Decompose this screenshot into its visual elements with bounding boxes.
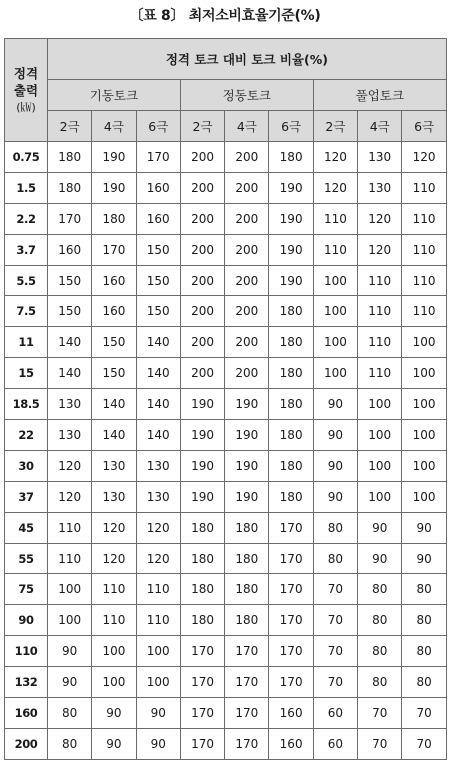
torque-ratio-cell: 110 [48,543,92,574]
torque-ratio-cell: 100 [402,358,446,389]
torque-ratio-cell: 80 [358,636,402,667]
torque-ratio-cell: 90 [92,698,136,729]
torque-ratio-cell: 120 [92,512,136,543]
torque-ratio-cell: 180 [269,420,313,451]
torque-ratio-cell: 200 [225,234,269,265]
torque-ratio-header: 정격 토크 대비 토크 비율(%) [48,39,447,80]
torque-ratio-cell: 100 [313,265,357,296]
torque-ratio-cell: 190 [269,265,313,296]
torque-ratio-cell: 180 [225,543,269,574]
torque-ratio-cell: 100 [48,574,92,605]
rated-output-cell: 90 [5,605,48,636]
torque-ratio-cell: 170 [269,667,313,698]
torque-ratio-cell: 180 [269,296,313,327]
torque-ratio-cell: 90 [313,481,357,512]
torque-ratio-cell: 180 [225,574,269,605]
torque-ratio-cell: 160 [269,728,313,759]
torque-ratio-cell: 200 [225,265,269,296]
torque-ratio-cell: 80 [402,636,446,667]
torque-ratio-cell: 100 [402,327,446,358]
torque-ratio-cell: 130 [92,450,136,481]
torque-ratio-cell: 180 [269,327,313,358]
torque-ratio-cell: 80 [48,728,92,759]
torque-ratio-cell: 110 [402,296,446,327]
torque-ratio-cell: 100 [358,420,402,451]
torque-ratio-cell: 140 [136,327,180,358]
torque-ratio-cell: 90 [92,728,136,759]
torque-ratio-cell: 190 [225,420,269,451]
torque-ratio-cell: 90 [48,667,92,698]
torque-ratio-cell: 170 [136,142,180,173]
torque-ratio-cell: 100 [402,450,446,481]
torque-ratio-cell: 100 [48,605,92,636]
torque-ratio-cell: 180 [180,605,224,636]
rated-output-cell: 55 [5,543,48,574]
torque-ratio-cell: 120 [136,543,180,574]
torque-ratio-cell: 70 [402,728,446,759]
torque-ratio-cell: 150 [136,234,180,265]
torque-ratio-cell: 180 [180,543,224,574]
torque-ratio-cell: 170 [225,667,269,698]
torque-ratio-cell: 180 [225,512,269,543]
torque-ratio-cell: 190 [269,203,313,234]
torque-ratio-cell: 100 [402,481,446,512]
torque-ratio-cell: 140 [48,327,92,358]
torque-ratio-cell: 120 [48,481,92,512]
torque-ratio-cell: 170 [180,636,224,667]
torque-ratio-cell: 90 [358,512,402,543]
torque-ratio-cell: 170 [180,667,224,698]
torque-ratio-cell: 90 [358,543,402,574]
rated-output-cell: 1.5 [5,172,48,203]
pole-header: 2극 [180,111,224,142]
torque-ratio-cell: 110 [92,605,136,636]
rated-output-cell: 7.5 [5,296,48,327]
torque-ratio-cell: 190 [180,481,224,512]
pole-header: 2극 [313,111,357,142]
table-row [5,512,447,543]
torque-ratio-cell: 150 [136,265,180,296]
torque-ratio-cell: 90 [48,636,92,667]
torque-ratio-cell: 60 [313,728,357,759]
torque-ratio-cell: 190 [225,389,269,420]
torque-ratio-cell: 180 [180,574,224,605]
rated-label: 정격 [13,65,39,81]
efficiency-standard-table [4,38,447,760]
torque-ratio-cell: 190 [269,172,313,203]
torque-ratio-cell: 100 [358,450,402,481]
torque-ratio-cell: 70 [313,667,357,698]
torque-ratio-cell: 120 [313,172,357,203]
torque-ratio-cell: 200 [180,172,224,203]
torque-ratio-cell: 180 [269,450,313,481]
torque-ratio-cell: 180 [48,172,92,203]
table-row [5,636,447,667]
pole-header: 4극 [225,111,269,142]
torque-ratio-cell: 80 [402,667,446,698]
torque-ratio-cell: 100 [402,420,446,451]
torque-ratio-cell: 150 [136,296,180,327]
torque-ratio-cell: 80 [402,605,446,636]
torque-ratio-cell: 190 [225,450,269,481]
torque-ratio-cell: 160 [92,265,136,296]
torque-ratio-cell: 170 [92,234,136,265]
torque-ratio-cell: 70 [358,698,402,729]
torque-ratio-cell: 80 [402,574,446,605]
torque-ratio-cell: 140 [48,358,92,389]
rated-output-cell: 75 [5,574,48,605]
torque-ratio-cell: 80 [313,543,357,574]
torque-ratio-cell: 180 [92,203,136,234]
torque-ratio-cell: 100 [402,389,446,420]
rated-output-cell: 160 [5,698,48,729]
torque-ratio-cell: 110 [313,234,357,265]
torque-ratio-cell: 200 [225,172,269,203]
rated-output-header [5,39,48,142]
torque-ratio-cell: 200 [225,296,269,327]
torque-ratio-cell: 130 [136,481,180,512]
torque-ratio-cell: 170 [269,605,313,636]
rated-output-cell: 37 [5,481,48,512]
table-row [5,389,447,420]
pole-header: 4극 [92,111,136,142]
torque-ratio-cell: 110 [402,265,446,296]
torque-ratio-cell: 80 [358,574,402,605]
torque-ratio-cell: 130 [48,420,92,451]
table-row [5,481,447,512]
torque-ratio-cell: 100 [313,327,357,358]
rated-output-cell: 18.5 [5,389,48,420]
torque-ratio-cell: 90 [313,389,357,420]
torque-ratio-cell: 110 [136,574,180,605]
torque-ratio-cell: 110 [48,512,92,543]
torque-ratio-cell: 180 [225,605,269,636]
torque-ratio-cell: 70 [313,605,357,636]
rated-output-cell: 110 [5,636,48,667]
torque-ratio-cell: 110 [402,203,446,234]
torque-ratio-cell: 70 [313,574,357,605]
torque-ratio-cell: 130 [358,172,402,203]
torque-ratio-cell: 190 [92,172,136,203]
torque-ratio-cell: 110 [358,327,402,358]
torque-ratio-cell: 90 [402,543,446,574]
torque-ratio-cell: 120 [92,543,136,574]
torque-ratio-cell: 90 [402,512,446,543]
torque-ratio-cell: 150 [48,265,92,296]
torque-ratio-cell: 170 [269,574,313,605]
torque-ratio-cell: 140 [136,389,180,420]
torque-ratio-cell: 130 [92,481,136,512]
torque-ratio-cell: 110 [402,234,446,265]
torque-ratio-cell: 110 [402,172,446,203]
torque-ratio-cell: 170 [225,636,269,667]
torque-ratio-cell: 100 [313,358,357,389]
pole-header: 6극 [402,111,446,142]
table-row [5,420,447,451]
torque-ratio-cell: 200 [180,203,224,234]
table-row [5,543,447,574]
torque-ratio-cell: 150 [92,327,136,358]
torque-ratio-cell: 90 [136,698,180,729]
table-row [5,605,447,636]
torque-ratio-cell: 200 [225,327,269,358]
torque-ratio-cell: 170 [269,512,313,543]
torque-ratio-cell: 120 [358,234,402,265]
table-row [5,358,447,389]
torque-ratio-cell: 70 [402,698,446,729]
torque-ratio-cell: 100 [358,481,402,512]
torque-ratio-cell: 120 [402,142,446,173]
table-row [5,698,447,729]
torque-ratio-cell: 100 [136,636,180,667]
rated-output-cell: 3.7 [5,234,48,265]
torque-ratio-cell: 190 [180,389,224,420]
torque-ratio-cell: 200 [180,265,224,296]
torque-ratio-cell: 80 [358,667,402,698]
torque-ratio-cell: 140 [136,358,180,389]
table-caption: 〔표 8〕 최저소비효율기준(%) [129,8,321,24]
torque-ratio-cell: 160 [48,234,92,265]
torque-ratio-cell: 140 [92,420,136,451]
pullup-torque-header: 풀업토크 [313,80,446,111]
torque-ratio-cell: 130 [136,450,180,481]
torque-ratio-cell: 170 [269,543,313,574]
rated-output-cell: 15 [5,358,48,389]
torque-ratio-cell: 110 [136,605,180,636]
table-row [5,728,447,759]
rated-output-cell: 5.5 [5,265,48,296]
torque-ratio-cell: 100 [358,389,402,420]
table-row [5,265,447,296]
torque-ratio-cell: 170 [180,698,224,729]
kw-unit-label: (㎾) [16,100,36,114]
torque-ratio-cell: 80 [313,512,357,543]
torque-ratio-cell: 180 [269,389,313,420]
torque-ratio-cell: 180 [269,358,313,389]
rated-output-cell: 200 [5,728,48,759]
torque-ratio-cell: 200 [225,203,269,234]
torque-ratio-cell: 190 [92,142,136,173]
pole-header: 2극 [48,111,92,142]
torque-ratio-cell: 170 [48,203,92,234]
table-row [5,172,447,203]
torque-ratio-cell: 180 [269,481,313,512]
rated-output-cell: 132 [5,667,48,698]
torque-ratio-cell: 200 [180,142,224,173]
torque-ratio-cell: 140 [92,389,136,420]
torque-ratio-cell: 70 [313,636,357,667]
torque-ratio-cell: 110 [358,265,402,296]
torque-ratio-cell: 200 [180,358,224,389]
torque-ratio-cell: 170 [225,728,269,759]
torque-ratio-cell: 60 [313,698,357,729]
torque-ratio-cell: 160 [136,172,180,203]
torque-ratio-cell: 110 [358,296,402,327]
torque-ratio-cell: 130 [358,142,402,173]
torque-ratio-cell: 170 [269,636,313,667]
torque-ratio-cell: 180 [180,512,224,543]
torque-ratio-cell: 180 [269,142,313,173]
torque-ratio-cell: 90 [136,728,180,759]
rated-output-cell: 11 [5,327,48,358]
torque-ratio-cell: 200 [225,358,269,389]
torque-ratio-cell: 120 [313,142,357,173]
torque-ratio-cell: 160 [269,698,313,729]
table-row [5,142,447,173]
table-row [5,574,447,605]
torque-ratio-cell: 100 [136,667,180,698]
rated-output-cell: 45 [5,512,48,543]
torque-ratio-cell: 190 [225,481,269,512]
starting-torque-header: 기동토크 [48,80,181,111]
torque-ratio-cell: 150 [48,296,92,327]
rated-output-cell: 2.2 [5,203,48,234]
torque-ratio-cell: 200 [225,142,269,173]
torque-ratio-cell: 170 [225,698,269,729]
torque-ratio-cell: 200 [180,296,224,327]
torque-ratio-cell: 190 [180,450,224,481]
torque-ratio-cell: 170 [180,728,224,759]
table-row [5,234,447,265]
table-row [5,296,447,327]
torque-ratio-cell: 200 [180,234,224,265]
pole-header: 6극 [136,111,180,142]
torque-ratio-cell: 150 [92,358,136,389]
table-row [5,450,447,481]
torque-ratio-cell: 90 [313,420,357,451]
pole-header: 6극 [269,111,313,142]
torque-ratio-cell: 100 [92,636,136,667]
rated-output-cell: 22 [5,420,48,451]
torque-ratio-cell: 100 [92,667,136,698]
rated-output-cell: 0.75 [5,142,48,173]
torque-ratio-cell: 110 [358,358,402,389]
torque-ratio-cell: 120 [48,450,92,481]
torque-ratio-cell: 80 [358,605,402,636]
torque-ratio-cell: 200 [180,327,224,358]
torque-ratio-cell: 120 [136,512,180,543]
torque-ratio-cell: 140 [136,420,180,451]
torque-ratio-cell: 190 [269,234,313,265]
torque-ratio-cell: 180 [48,142,92,173]
torque-ratio-cell: 70 [358,728,402,759]
torque-ratio-cell: 160 [136,203,180,234]
torque-ratio-cell: 90 [313,450,357,481]
output-label: 출력 [13,82,39,98]
table-row [5,327,447,358]
table-row [5,667,447,698]
table-row [5,203,447,234]
torque-ratio-cell: 100 [313,296,357,327]
pole-header: 4극 [358,111,402,142]
torque-ratio-cell: 120 [358,203,402,234]
torque-ratio-cell: 190 [180,420,224,451]
torque-ratio-cell: 110 [92,574,136,605]
torque-ratio-cell: 130 [48,389,92,420]
torque-ratio-cell: 160 [92,296,136,327]
rated-output-cell: 30 [5,450,48,481]
torque-ratio-cell: 80 [48,698,92,729]
torque-ratio-cell: 110 [313,203,357,234]
stall-torque-header: 정동토크 [180,80,313,111]
